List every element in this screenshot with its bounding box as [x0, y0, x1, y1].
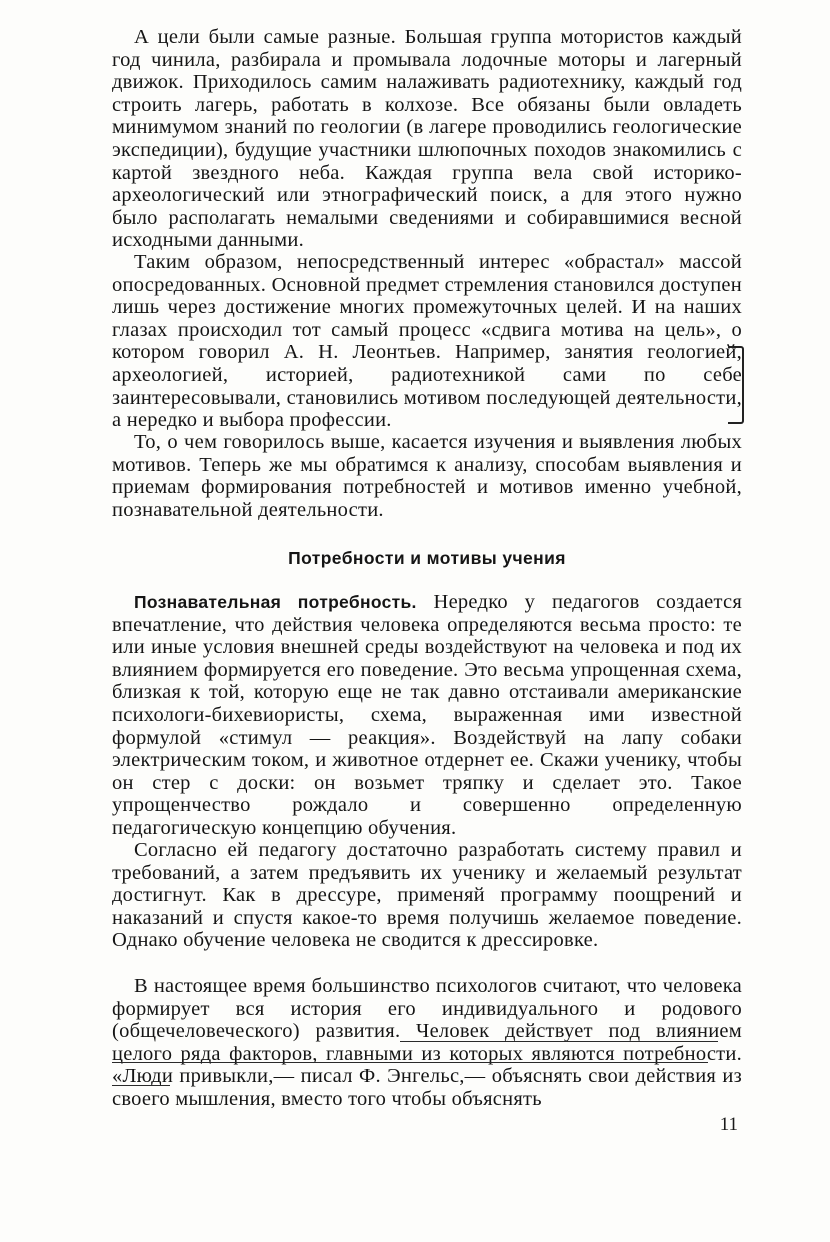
page-number: 11	[719, 1114, 738, 1135]
paragraph-cognitive-need-body: Нередко у педагогов создается впечатление, что действия человека определяются весьма просто: те или иные условия внешней среды воздействуют на человека и под их влиянием формируется его поведение. Это весьма упрощенная схема, близкая к той, которую еще не так давно отстаивали американские психологи-бихевиористы, схема, выраженная ими известной формулой «стимул — реакция». Воздействуй на лапу собаки электрическим током, и животное отдернет ее. Скажи ученику, чтобы он стер с доски: он возьмет тряпку и сделает это. Такое упрощенчество рождало и совершенно определенную педагогическую концепцию обучения.	[112, 591, 742, 839]
paragraph-cognitive-need	[112, 591, 742, 840]
paragraph-history: В настоящее время большинство психологов считают, что человека формирует вся история его индивидуального и родового (общечеловеческого) развития. Человек действует под влиянием целого ряда факторов, главными из которых являются потребности. «Люди привыкли,— писал Ф. Энгельс,— объяснять свои действия из своего мышления, вместо того чтобы объяснять	[112, 975, 742, 1110]
paragraph-interest: Таким образом, непосредственный интерес «обрастал» массой опосредованных. Основной предмет стремления становился доступен лишь через достижение многих промежуточных целей. И на наших глазах происходил тот самый процесс «сдвига мотива на цель», о котором говорил А. Н. Леонтьев. Например, занятия геологией, археологией, историей, радиотехникой сами по себе заинтересовывали, становились мотивом последующей деятельности, а нередко и выбора профессии.	[112, 251, 742, 432]
handwritten-underline	[112, 1085, 170, 1086]
paragraph-lead-term: Познавательная потребность.	[134, 592, 417, 612]
paragraph-training: Согласно ей педагогу достаточно разработать систему правил и требований, а затем предъявить их ученику и желаемый результат достигнут. Как в дрессуре, применяй программу поощрений и наказаний и спустя какое-то время получишь желаемое поведение. Однако обучение человека не сводится к дрессировке.	[112, 839, 742, 952]
section-heading: Потребности и мотивы учения	[288, 548, 566, 568]
margin-bracket-mark	[728, 346, 744, 424]
handwritten-underline	[400, 1041, 718, 1042]
handwritten-underline	[112, 1062, 708, 1063]
paragraph-motives: То, о чем говорилось выше, касается изучения и выявления любых мотивов. Теперь же мы обратимся к анализу, способам выявления и приемам формирования потребностей и мотивов именно учебной, познавательной деятельности.	[112, 431, 742, 521]
paragraph-goals: А цели были самые разные. Большая группа мотористов каждый год чинила, разбирала и промывала лодочные моторы и лагерный движок. Приходилось самим налаживать радиотехнику, каждый год строить лагерь, работать в колхозе. Все обязаны были овладеть минимумом знаний по геологии (в лагере проводились геологические экспедиции), будущие участники шлюпочных походов знакомились с картой звездного неба. Каждая группа вела свой историко-археологический или этнографический поиск, а для этого нужно было располагать немалыми сведениями и собиравшимися весной исходными данными.	[112, 26, 742, 252]
